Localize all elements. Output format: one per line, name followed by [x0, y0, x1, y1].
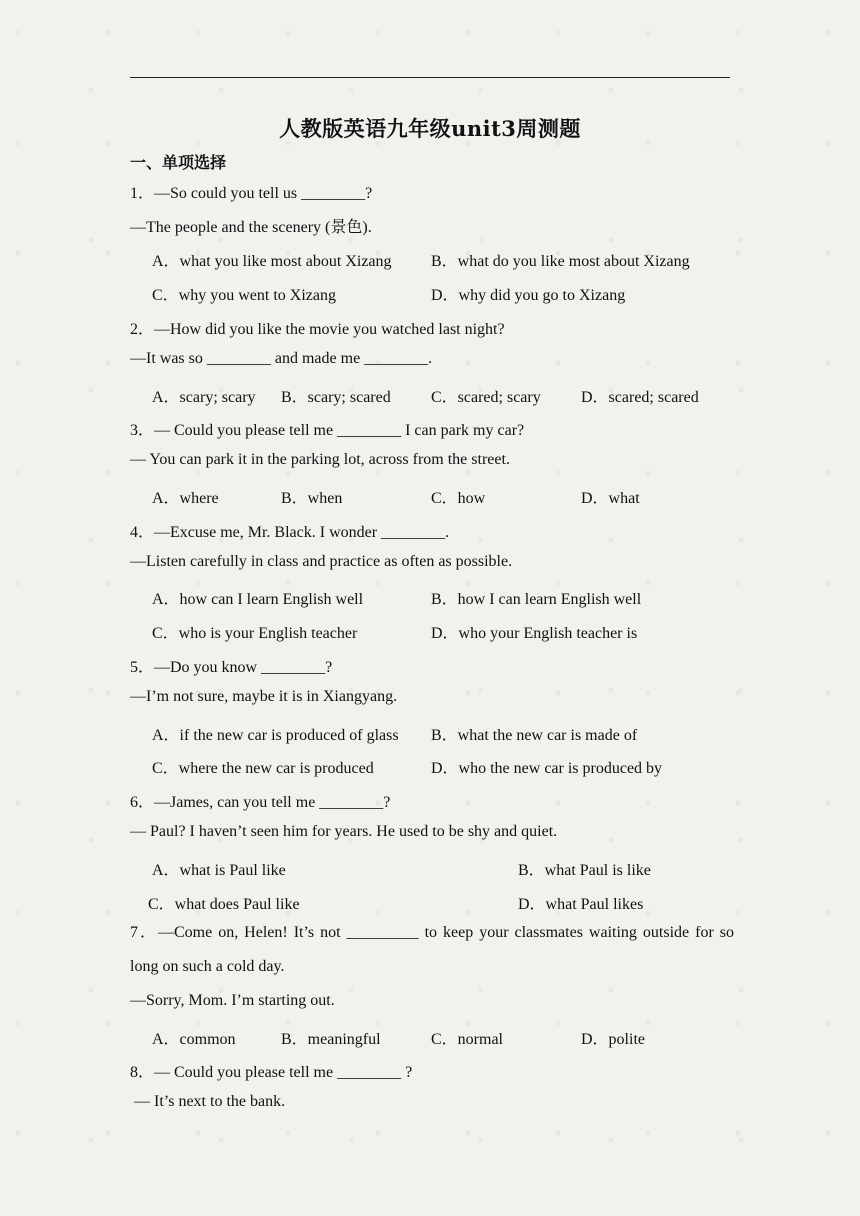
- q5-option-a: A．if the new car is produced of glass: [152, 727, 399, 744]
- q5-reply: —I’m not sure, maybe it is in Xiangyang.: [130, 688, 398, 705]
- q4-option-d: D．who your English teacher is: [431, 625, 638, 642]
- q4-option-b: B．how I can learn English well: [431, 591, 642, 608]
- q7-option-b: B．meaningful: [281, 1031, 381, 1048]
- q8-stem: 8．— Could you please tell me ________ ?: [130, 1064, 413, 1081]
- q4-reply: —Listen carefully in class and practice as often as possible.: [130, 553, 513, 570]
- q3-option-d: D．what: [581, 490, 640, 507]
- q3-reply: — You can park it in the parking lot, across from the street.: [130, 451, 510, 468]
- q2-stem: 2．—How did you like the movie you watched last night?: [130, 321, 505, 338]
- q1-option-a: A．what you like most about Xizang: [152, 253, 392, 270]
- q3-option-b: B．when: [281, 490, 343, 507]
- q5-option-b: B．what the new car is made of: [431, 727, 638, 744]
- q1-option-b: B．what do you like most about Xizang: [431, 253, 690, 270]
- page-title: 人教版英语九年级unit3周测题: [279, 116, 581, 141]
- q4-stem: 4．—Excuse me, Mr. Black. I wonder ________.: [130, 524, 450, 541]
- q7-reply: —Sorry, Mom. I’m starting out.: [130, 992, 335, 1009]
- q7-option-a: A．common: [152, 1031, 236, 1048]
- q3-option-c: C．how: [431, 490, 486, 507]
- q6-reply: — Paul? I haven’t seen him for years. He used to be shy and quiet.: [130, 823, 558, 840]
- q1-option-c: C．why you went to Xizang: [152, 287, 336, 304]
- q7-stem: 7．—Come on, Helen! It’s not _________ to keep your classmates waiting outside for so long on such a cold day.: [130, 924, 734, 975]
- q6-option-a: A．what is Paul like: [152, 862, 286, 879]
- q1-option-d: D．why did you go to Xizang: [431, 287, 626, 304]
- q2-option-b: B．scary; scared: [281, 389, 391, 406]
- q3-stem: 3．— Could you please tell me ________ I can park my car?: [130, 422, 525, 439]
- section-heading: 一、单项选择: [130, 153, 227, 172]
- q2-reply: —It was so ________ and made me ________.: [130, 350, 433, 367]
- q5-option-d: D．who the new car is produced by: [431, 760, 663, 777]
- q7-option-c: C．normal: [431, 1031, 503, 1048]
- q6-option-d: D．what Paul likes: [518, 896, 644, 913]
- q5-stem: 5．—Do you know ________?: [130, 659, 333, 676]
- q1-reply: —The people and the scenery (景色).: [130, 219, 372, 236]
- q6-option-b: B．what Paul is like: [518, 862, 651, 879]
- q8-reply: — It’s next to the bank.: [130, 1093, 286, 1110]
- q3-option-a: A．where: [152, 490, 219, 507]
- q4-option-c: C．who is your English teacher: [152, 625, 358, 642]
- q5-option-c: C．where the new car is produced: [152, 760, 374, 777]
- header-rule: [130, 77, 730, 78]
- q1-stem: 1．—So could you tell us ________?: [130, 185, 373, 202]
- q2-option-d: D．scared; scared: [581, 389, 699, 406]
- q2-option-c: C．scared; scary: [431, 389, 541, 406]
- q6-option-c: C．what does Paul like: [148, 896, 300, 913]
- q7-option-d: D．polite: [581, 1031, 645, 1048]
- q6-stem: 6．—James, can you tell me ________?: [130, 794, 391, 811]
- q2-option-a: A．scary; scary: [152, 389, 256, 406]
- q4-option-a: A．how can I learn English well: [152, 591, 364, 608]
